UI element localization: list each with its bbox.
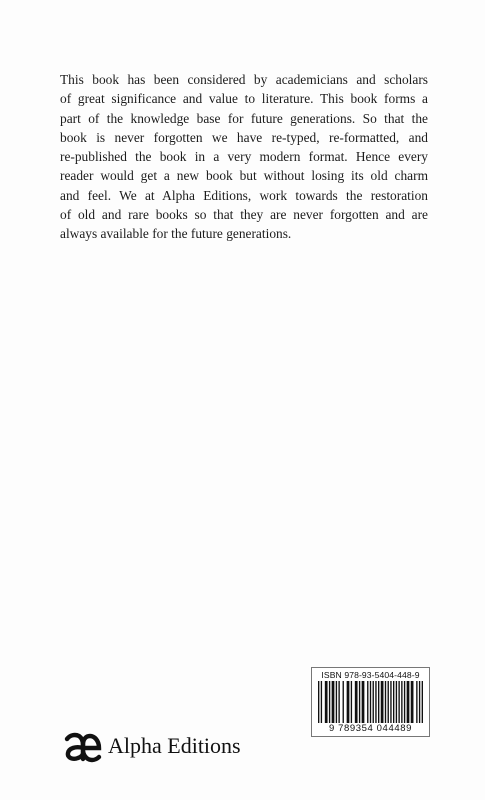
barcode-bar: [336, 681, 337, 723]
barcode-bar: [396, 681, 397, 723]
barcode-bar: [416, 681, 417, 723]
barcode-digits: 9 789354 044489: [329, 723, 412, 734]
isbn-barcode: [311, 667, 430, 737]
description-line-6: reader would get a new book but without losing its old charm: [60, 168, 428, 184]
description-line-8: of old and rare books so that they are never forgotten and are: [60, 207, 428, 223]
barcode-bar: [419, 681, 420, 723]
description-line-9: always available for the future generations.: [60, 226, 292, 242]
barcode-bar: [351, 681, 352, 723]
description-line-7: and feel. We at Alpha Editions, work towards the restoration: [60, 187, 428, 203]
description-line-1: This book has been considered by academicians and scholars: [60, 72, 428, 87]
barcode-bar: [388, 681, 389, 723]
barcode-bar: [385, 681, 386, 723]
barcode-bar: [373, 681, 374, 723]
barcode-bar: [362, 681, 365, 723]
barcode-bar: [390, 681, 391, 723]
description-line-4: book is never forgotten we have re-typed, re-formatted, and: [60, 129, 428, 145]
barcode-bar: [343, 681, 344, 723]
barcode-bar: [407, 681, 410, 723]
barcode-bar: [347, 681, 350, 723]
barcode-bar: [332, 681, 335, 723]
ae-ligature-logo-icon: [62, 729, 102, 763]
barcode-bar: [401, 681, 402, 723]
barcode-bar: [338, 681, 339, 723]
barcode-bar: [359, 681, 360, 723]
barcode-bar: [393, 681, 394, 723]
barcode-bar: [321, 681, 322, 723]
barcode-bar: [381, 681, 384, 723]
barcode-bar: [375, 681, 376, 723]
barcode-bar: [378, 681, 379, 723]
description-line-5: re-published the book in a very modern format. Hence every: [60, 149, 428, 165]
barcode-bar: [325, 681, 328, 723]
barcode-bar: [355, 681, 358, 723]
description-line-3: part of the knowledge base for future generations. So that the: [60, 110, 428, 126]
barcode-bar: [411, 681, 414, 723]
publisher-logo: [62, 726, 241, 766]
back-cover-description: [60, 70, 428, 244]
isbn-label: ISBN 978-93-5404-448-9: [321, 670, 420, 680]
barcode-bar: [422, 681, 423, 723]
barcode-bar: [318, 681, 319, 723]
barcode-bar: [370, 681, 371, 723]
publisher-name: Alpha Editions: [108, 733, 241, 758]
barcode-bars: [318, 681, 423, 723]
description-line-2: of great significance and value to literature. This book forms a: [60, 91, 428, 107]
barcode-bar: [329, 681, 330, 723]
barcode-bar: [404, 681, 405, 723]
barcode-bar: [367, 681, 368, 723]
barcode-bar: [398, 681, 399, 723]
